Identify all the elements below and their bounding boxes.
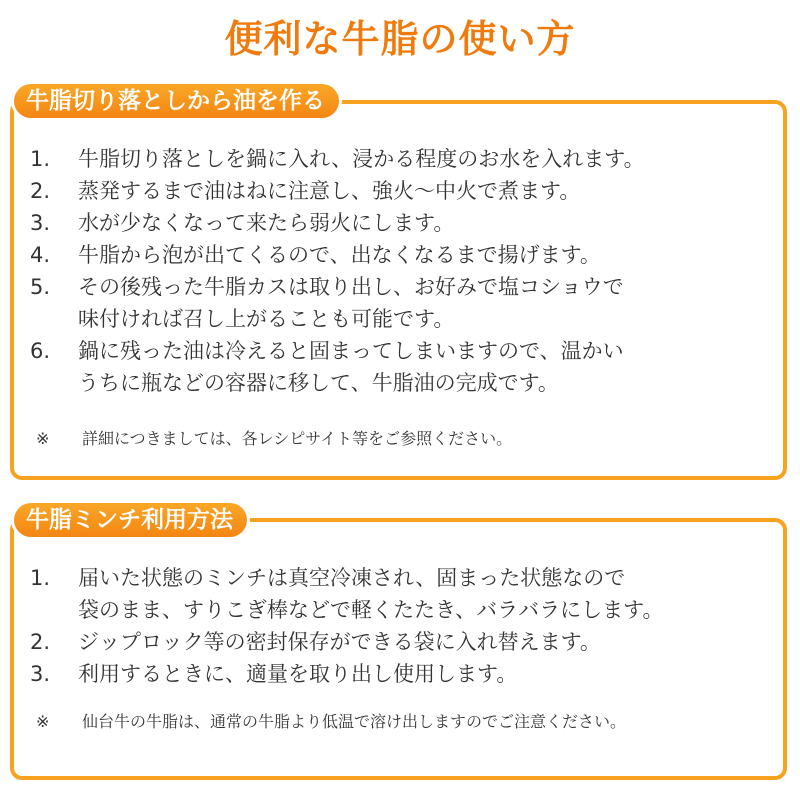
step-text: 蒸発するまで油はねに注意し、強火〜中火で煮ます。 [78, 179, 581, 203]
step-text-continued: うちに瓶などの容器に移して、牛脂油の完成です。 [78, 371, 559, 395]
step-text: その後残った牛脂カスは取り出し、お好みで塩コショウで [78, 275, 624, 299]
note-text: 詳細につきましては、各レシピサイト等をご参照ください。 [82, 429, 513, 448]
step-text: 利用するときに、適量を取り出し使用します。 [78, 662, 518, 686]
list-item [30, 175, 645, 207]
step-number: 1. [30, 147, 51, 171]
oil-note [36, 428, 512, 450]
step-text-continued: 袋のまま、すりこぎ棒などで軽くたたき、バラバラにします。 [78, 598, 664, 622]
page-title: 便利な牛脂の使い方 [224, 17, 576, 61]
note-mark: ※ [36, 429, 50, 448]
step-number: 4. [30, 243, 51, 267]
step-number: 5. [30, 275, 51, 299]
note-mark: ※ [36, 712, 50, 731]
list-item [30, 271, 645, 335]
mince-steps-list [30, 562, 663, 690]
step-number: 1. [30, 566, 51, 590]
mince-note [36, 711, 626, 733]
step-text: 届いた状態のミンチは真空冷凍され、固まった状態なので [78, 566, 626, 590]
oil-steps-list [30, 143, 645, 399]
step-number: 3. [30, 662, 51, 686]
list-item [30, 239, 645, 271]
step-text: 鍋に残った油は冷えると固まってしまいますので、温かい [78, 339, 624, 363]
list-item [30, 658, 663, 690]
list-item [30, 335, 645, 399]
step-text: 牛脂から泡が出てくるので、出なくなるまで揚げます。 [78, 243, 601, 267]
step-text: ジップロック等の密封保存ができる袋に入れ替えます。 [78, 630, 601, 654]
section-heading-oil: 牛脂切り落としから油を作る [14, 84, 339, 118]
list-item [30, 626, 663, 658]
step-text: 牛脂切り落としを鍋に入れ、浸かる程度のお水を入れます。 [78, 147, 645, 171]
step-number: 2. [30, 179, 51, 203]
step-number: 3. [30, 211, 51, 235]
list-item [30, 562, 663, 626]
note-text: 仙台牛の牛脂は、通常の牛脂より低温で溶け出しますのでご注意ください。 [82, 712, 627, 731]
step-text-continued: 味付ければ召し上がることも可能です。 [78, 307, 455, 331]
section-heading-mince: 牛脂ミンチ利用方法 [14, 503, 247, 537]
step-number: 2. [30, 630, 51, 654]
step-number: 6. [30, 339, 51, 363]
list-item [30, 207, 645, 239]
list-item [30, 143, 645, 175]
step-text: 水が少なくなって来たら弱火にします。 [78, 211, 455, 235]
